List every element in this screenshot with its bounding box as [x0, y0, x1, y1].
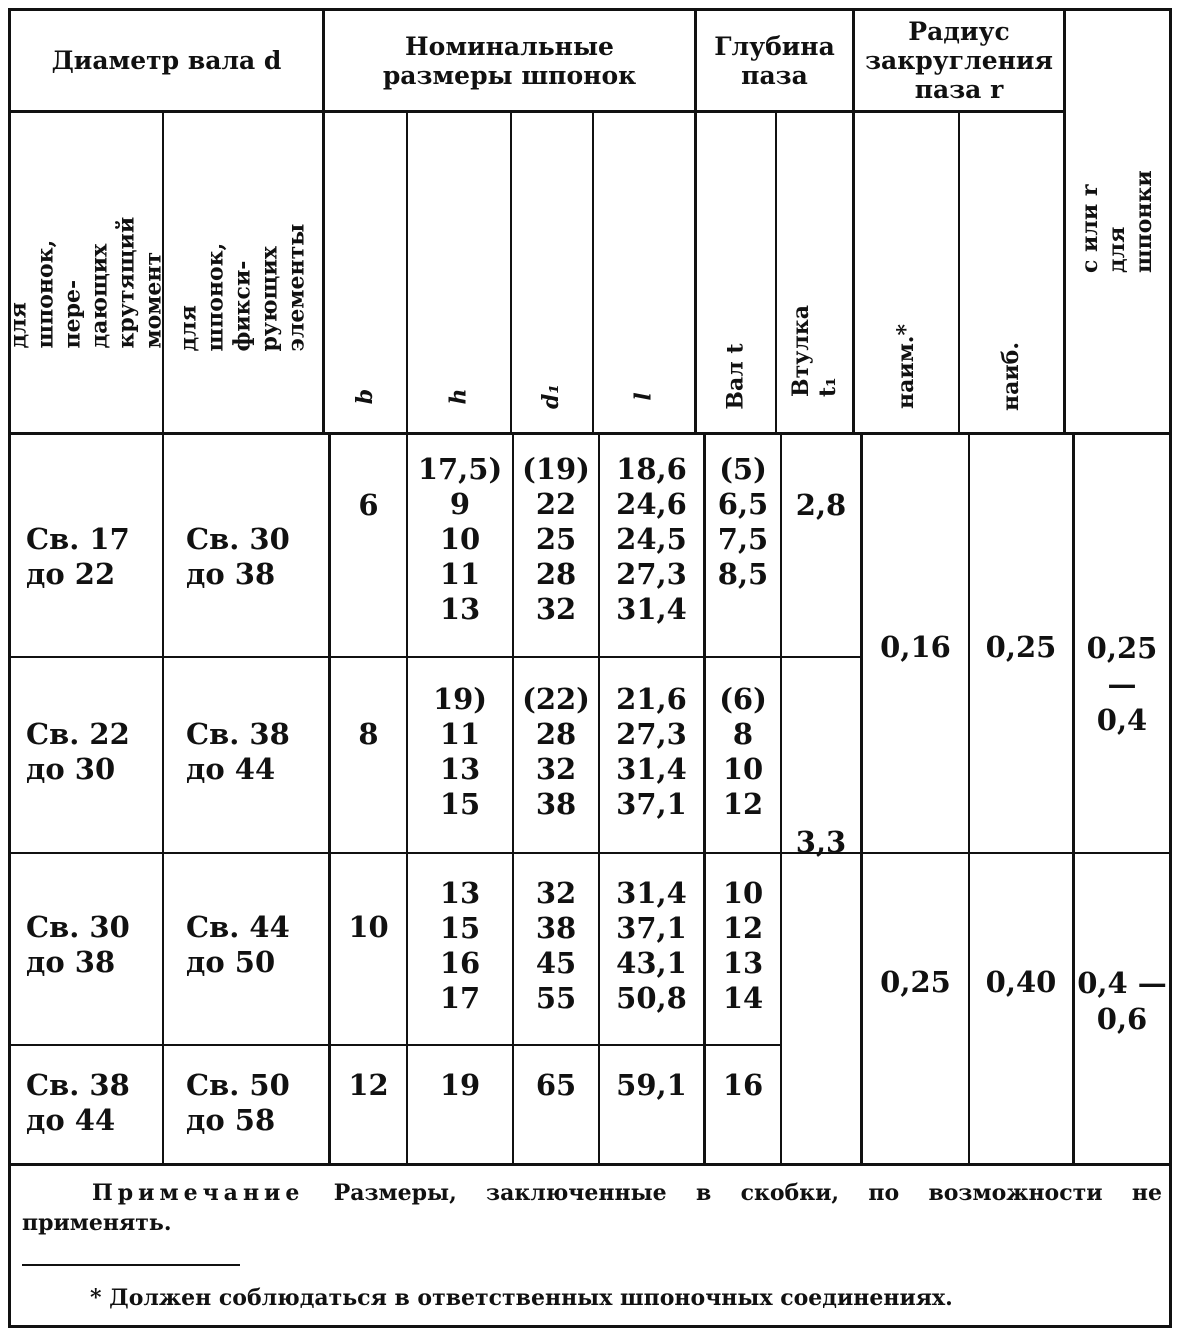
header-max — [960, 320, 1063, 432]
rule — [328, 435, 331, 1165]
rule — [8, 656, 861, 658]
row1-d-fixing: Св. 30 до 38 — [186, 522, 290, 591]
row4-l: 59,1 — [616, 1068, 687, 1102]
rule — [8, 1163, 1172, 1166]
chamfer-value-a: 0,25 — 0,4 — [1086, 631, 1158, 737]
row1-h: 17,5) 9 10 11 13 — [417, 452, 503, 626]
row4-d-torque: Св. 38 до 44 — [26, 1068, 130, 1137]
header-b-text: b — [351, 388, 378, 404]
row3-h: 13 15 16 17 — [439, 876, 481, 1015]
row4-b: 12 — [348, 1068, 389, 1102]
row1-t: (5) 6,5 7,5 8,5 — [717, 452, 769, 591]
row4-d-fixing: Св. 50 до 58 — [186, 1068, 290, 1137]
row3-d-torque: Св. 30 до 38 — [26, 910, 130, 979]
header-groove-depth: Глубина паза — [714, 31, 835, 90]
footnote-rule — [22, 1264, 240, 1266]
radius-min-value-a: 0,16 — [880, 630, 951, 664]
header-shaft-t-text: Вал t — [722, 342, 749, 410]
row2-d-fixing: Св. 38 до 44 — [186, 717, 290, 786]
header-h-text: h — [445, 388, 472, 404]
rule — [8, 1044, 782, 1046]
row1-b: 6 — [358, 488, 379, 522]
note — [22, 1178, 1162, 1238]
row2-d1: (22) 28 32 38 — [522, 682, 590, 821]
header-min-text: наим.* — [892, 323, 919, 409]
header-hub-t1-text: Втулка t₁ — [787, 305, 841, 397]
rule — [1169, 8, 1172, 1328]
rule — [968, 435, 970, 1165]
rule — [8, 432, 1172, 435]
chamfer-value-b: 0,4 — 0,6 — [1077, 966, 1167, 1036]
header-chamfer — [1066, 11, 1169, 432]
header-min — [855, 300, 958, 432]
rule — [162, 435, 164, 1165]
header-max-text: наиб. — [997, 341, 1024, 411]
row1-d-torque: Св. 17 до 22 — [26, 522, 130, 591]
header-shaft-t — [697, 320, 775, 432]
row3-b: 10 — [348, 910, 389, 944]
row2-t: (6) 8 10 12 — [719, 682, 767, 821]
header-b — [325, 360, 406, 432]
radius-max-value-b: 0,40 — [985, 965, 1057, 999]
header-chamfer-text: с или r для шпонки — [1077, 170, 1157, 273]
row4-h: 19 — [439, 1068, 481, 1102]
row2-d-torque: Св. 22 до 30 — [26, 717, 130, 786]
row3-d1: 32 38 45 55 — [535, 876, 577, 1015]
row2-l: 21,6 27,3 31,4 37,1 — [616, 682, 687, 821]
row3-d-fixing: Св. 44 до 50 — [186, 910, 290, 979]
hub-t1-value-a: 2,8 — [795, 488, 847, 522]
row2-h: 19) 11 13 15 — [432, 682, 488, 821]
header-l — [594, 360, 694, 432]
rule — [8, 852, 1172, 854]
header-d1-text: d₁ — [538, 383, 565, 409]
row1-l: 18,6 24,6 24,5 27,3 31,4 — [616, 452, 687, 626]
header-h — [408, 360, 510, 432]
header-shaft-diameter: Диаметр вала d — [51, 46, 282, 75]
radius-min-value-b: 0,25 — [880, 965, 951, 999]
rule — [860, 435, 863, 1165]
note-text: Размеры, заключенные в скобки, по возможности не применять. — [22, 1180, 1162, 1236]
header-torque-keys — [5, 113, 167, 432]
rule — [780, 435, 782, 1165]
row3-t: 10 12 13 14 — [722, 876, 764, 1015]
footnote: * Должен соблюдаться в ответственных шпоночных соединениях. — [90, 1285, 953, 1311]
header-groove-radius: Радиус закругления паза r — [865, 17, 1053, 104]
rule — [1072, 435, 1075, 1165]
header-torque-keys-text: для шпонок, пере- дающих крутящий момент — [5, 216, 167, 348]
header-d1 — [512, 360, 592, 432]
row4-t: 16 — [722, 1068, 764, 1102]
row2-b: 8 — [358, 717, 379, 751]
header-key-nominal-sizes: Номинальные размеры шпонок — [382, 31, 637, 90]
note-label: Примечание — [92, 1180, 305, 1206]
hub-t1-value-b: 3,3 — [795, 825, 847, 859]
radius-max-value-a: 0,25 — [985, 630, 1057, 664]
row3-l: 31,4 37,1 43,1 50,8 — [616, 876, 687, 1015]
header-hub-t1 — [777, 270, 852, 432]
row1-d1: (19) 22 25 28 32 — [522, 452, 590, 626]
rule — [8, 1325, 1172, 1328]
header-fixing-keys — [164, 113, 322, 432]
header-l-text: l — [630, 391, 657, 401]
header-fixing-keys-text: для шпонок, фикси- рующих элементы — [175, 223, 310, 352]
row4-d1: 65 — [535, 1068, 577, 1102]
